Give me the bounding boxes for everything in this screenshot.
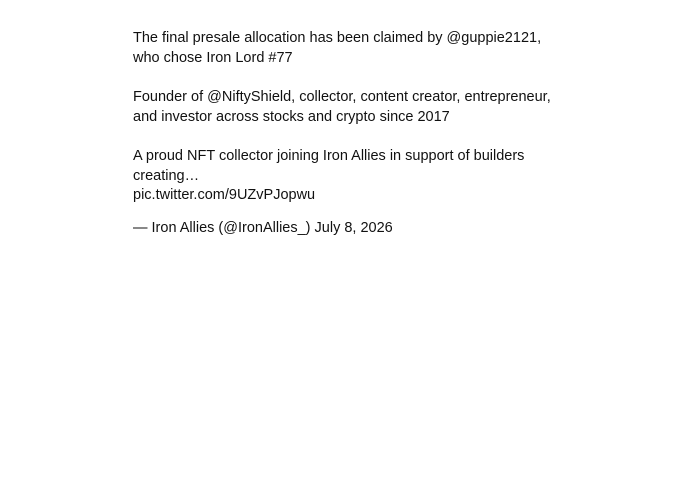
tweet-image-link[interactable]: pic.twitter.com/9UZvPJopwu bbox=[133, 187, 316, 203]
tweet-author: — Iron Allies (@IronAllies_) bbox=[133, 219, 311, 236]
tweet-attribution bbox=[133, 219, 553, 239]
tweet-date-link[interactable]: July 8, 2026 bbox=[314, 219, 393, 236]
tweet-paragraph-1: The final presale allocation has been claimed by @guppie2121, who chose Iron Lord #77 bbox=[133, 30, 542, 66]
tweet-paragraph-2: Founder of @NiftyShield, collector, content creator, entrepreneur, and investor across stocks and crypto since 2017 bbox=[133, 89, 551, 125]
tweet-paragraph-3 bbox=[133, 147, 553, 206]
tweet-embed bbox=[133, 29, 553, 238]
tweet-paragraph-3-text: A proud NFT collector joining Iron Allies in support of builders creating… bbox=[133, 148, 525, 184]
